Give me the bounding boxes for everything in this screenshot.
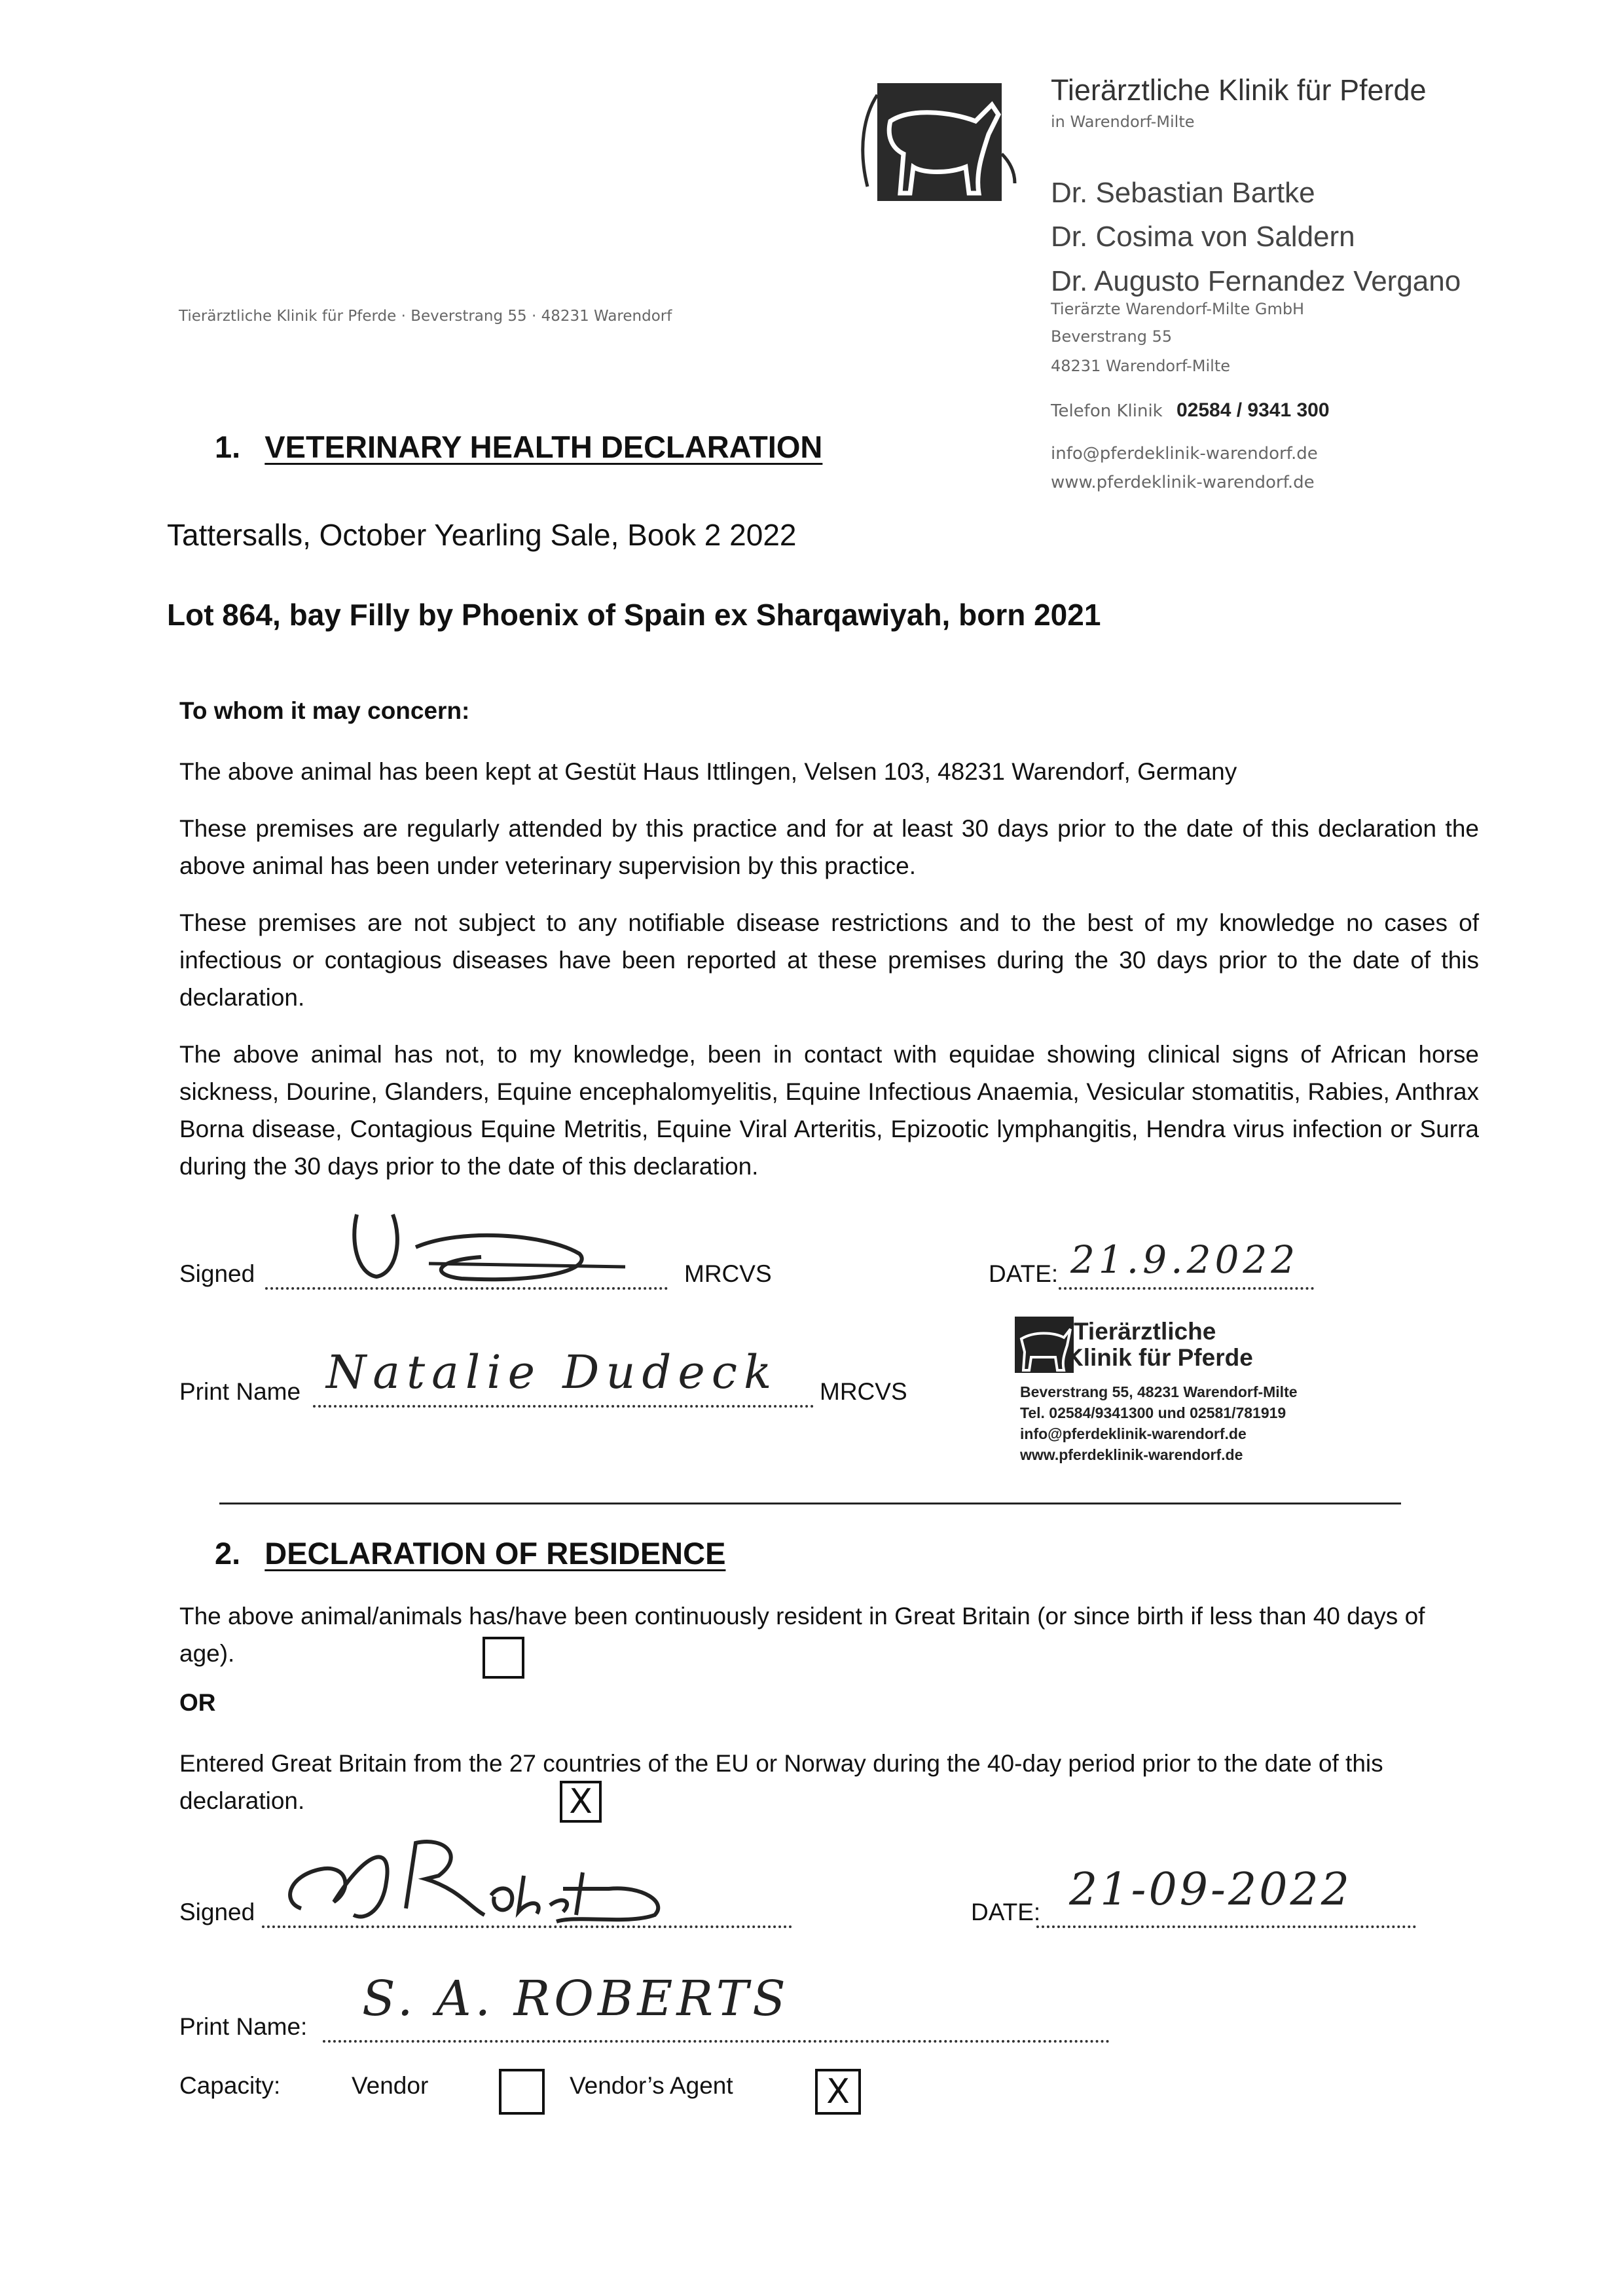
residence-option-2-checkbox[interactable]: X bbox=[560, 1781, 602, 1823]
vendor-print-name-value: S. A. ROBERTS bbox=[362, 1971, 790, 2027]
salutation: To whom it may concern: bbox=[179, 697, 470, 724]
or-label: OR bbox=[179, 1689, 216, 1716]
vendor-signed-label: Signed bbox=[179, 1899, 255, 1925]
stamp-line2: Klinik für Pferde bbox=[1066, 1344, 1253, 1371]
phone-label: Telefon Klinik bbox=[1051, 401, 1163, 421]
residence-option-2: Entered Great Britain from the 27 countries of the EU or Norway during the 40-day period prior to the date of this declaration. bbox=[179, 1750, 1383, 1814]
doctor-2: Dr. Cosima von Saldern bbox=[1051, 221, 1355, 253]
vendor-date-label: DATE: bbox=[971, 1899, 1041, 1925]
section2-title: DECLARATION OF RESIDENCE bbox=[264, 1536, 726, 1571]
stamp-phones: Tel. 02584/9341300 und 02581/781919 bbox=[1020, 1404, 1286, 1421]
section1-body bbox=[179, 753, 1479, 1185]
paragraph-1: The above animal has been kept at Gestüt Haus Ittlingen, Velsen 103, 48231 Warendorf, Germany bbox=[179, 758, 1237, 785]
vendor-signature-line bbox=[262, 1902, 792, 1928]
vet-date-label: DATE: bbox=[989, 1260, 1059, 1287]
section1-heading bbox=[215, 429, 822, 465]
phone-number: 02584 / 9341 300 bbox=[1176, 399, 1330, 421]
clinic-stamp bbox=[1002, 1313, 1421, 1470]
clinic-web: www.pferdeklinik-warendorf.de bbox=[1051, 473, 1315, 492]
vendor-signature bbox=[275, 1823, 733, 1935]
vendor-date-line bbox=[1036, 1864, 1416, 1928]
vet-signature bbox=[331, 1201, 697, 1286]
phone-line bbox=[1051, 399, 1330, 422]
return-address: Tierärztliche Klinik für Pferde · Beverstrang 55 · 48231 Warendorf bbox=[179, 308, 672, 325]
section1-title: VETERINARY HEALTH DECLARATION bbox=[264, 429, 823, 464]
vendor-date-value: 21-09-2022 bbox=[1069, 1864, 1353, 1916]
vet-signed-label: Signed bbox=[179, 1260, 255, 1287]
vet-print-name-line bbox=[313, 1345, 814, 1408]
residence-option-1-checkbox[interactable] bbox=[483, 1637, 524, 1679]
section2-number: 2. bbox=[215, 1536, 241, 1571]
doctor-1: Dr. Sebastian Bartke bbox=[1051, 177, 1315, 209]
company-city: 48231 Warendorf-Milte bbox=[1051, 357, 1230, 375]
vendor-print-name-line bbox=[323, 1971, 1110, 2043]
vendor-option-label: Vendor bbox=[352, 2072, 429, 2099]
doctor-3: Dr. Augusto Fernandez Vergano bbox=[1051, 265, 1461, 297]
clinic-name: Tierärztliche Klinik für Pferde bbox=[1051, 73, 1427, 107]
paragraph-4: The above animal has not, to my knowledge, been in contact with equidae showing clinical signs of African horse sickness, Dourine, Glanders, Equine encephalomyelitis, Equine Infectious Anaemia, Vesicular stomatitis, Rabies, Anthrax Borna disease, Contagious Equine Metritis, Equine Viral Arteritis, Epizootic lymphangitis, Hendra virus infection or Surra during the 30 days prior to the date of this declaration. bbox=[179, 1041, 1479, 1180]
vendor-print-name-label: Print Name: bbox=[179, 2013, 308, 2040]
vet-print-name-label: Print Name bbox=[179, 1378, 301, 1405]
clinic-logo bbox=[851, 75, 1021, 206]
vet-mrcvs-1: MRCVS bbox=[684, 1260, 772, 1287]
capacity-label: Capacity: bbox=[179, 2072, 281, 2099]
vet-date-line bbox=[1059, 1237, 1314, 1290]
sale-name: Tattersalls, October Yearling Sale, Book 2 2022 bbox=[167, 518, 797, 552]
company-street: Beverstrang 55 bbox=[1051, 327, 1173, 346]
residence-option-1: The above animal/animals has/have been continuously resident in Great Britain (or since birth if less than 40 days of age). bbox=[179, 1603, 1425, 1667]
section1-number: 1. bbox=[215, 429, 241, 464]
section2-heading bbox=[215, 1535, 725, 1571]
lot-description: Lot 864, bay Filly by Phoenix of Spain ex Sharqawiyah, born 2021 bbox=[167, 598, 1101, 632]
clinic-location: in Warendorf-Milte bbox=[1051, 113, 1195, 131]
section-divider bbox=[219, 1503, 1401, 1504]
stamp-address: Beverstrang 55, 48231 Warendorf-Milte bbox=[1020, 1383, 1298, 1400]
stamp-line1: Tierärztliche bbox=[1074, 1318, 1216, 1345]
agent-option-label: Vendor’s Agent bbox=[570, 2072, 733, 2099]
stamp-email: info@pferdeklinik-warendorf.de bbox=[1020, 1425, 1247, 1442]
company-name: Tierärzte Warendorf-Milte GmbH bbox=[1051, 300, 1305, 318]
clinic-email: info@pferdeklinik-warendorf.de bbox=[1051, 444, 1318, 464]
vet-signature-line bbox=[265, 1264, 668, 1290]
stamp-web: www.pferdeklinik-warendorf.de bbox=[1020, 1446, 1243, 1463]
vet-mrcvs-2: MRCVS bbox=[820, 1378, 907, 1405]
vet-date-value: 21.9.2022 bbox=[1070, 1237, 1300, 1282]
paragraph-3: These premises are not subject to any notifiable disease restrictions and to the best of my knowledge no cases of infectious or contagious diseases have been reported at these premises during the 30 days prior to the date of this declaration. bbox=[179, 909, 1479, 1011]
vet-print-name-value: Natalie Dudeck bbox=[326, 1345, 778, 1399]
paragraph-2: These premises are regularly attended by this practice and for at least 30 days prior to the date of this declaration the above animal has been under veterinary supervision by this practice. bbox=[179, 815, 1479, 879]
agent-checkbox[interactable]: X bbox=[815, 2069, 861, 2115]
vendor-checkbox[interactable] bbox=[499, 2069, 545, 2115]
